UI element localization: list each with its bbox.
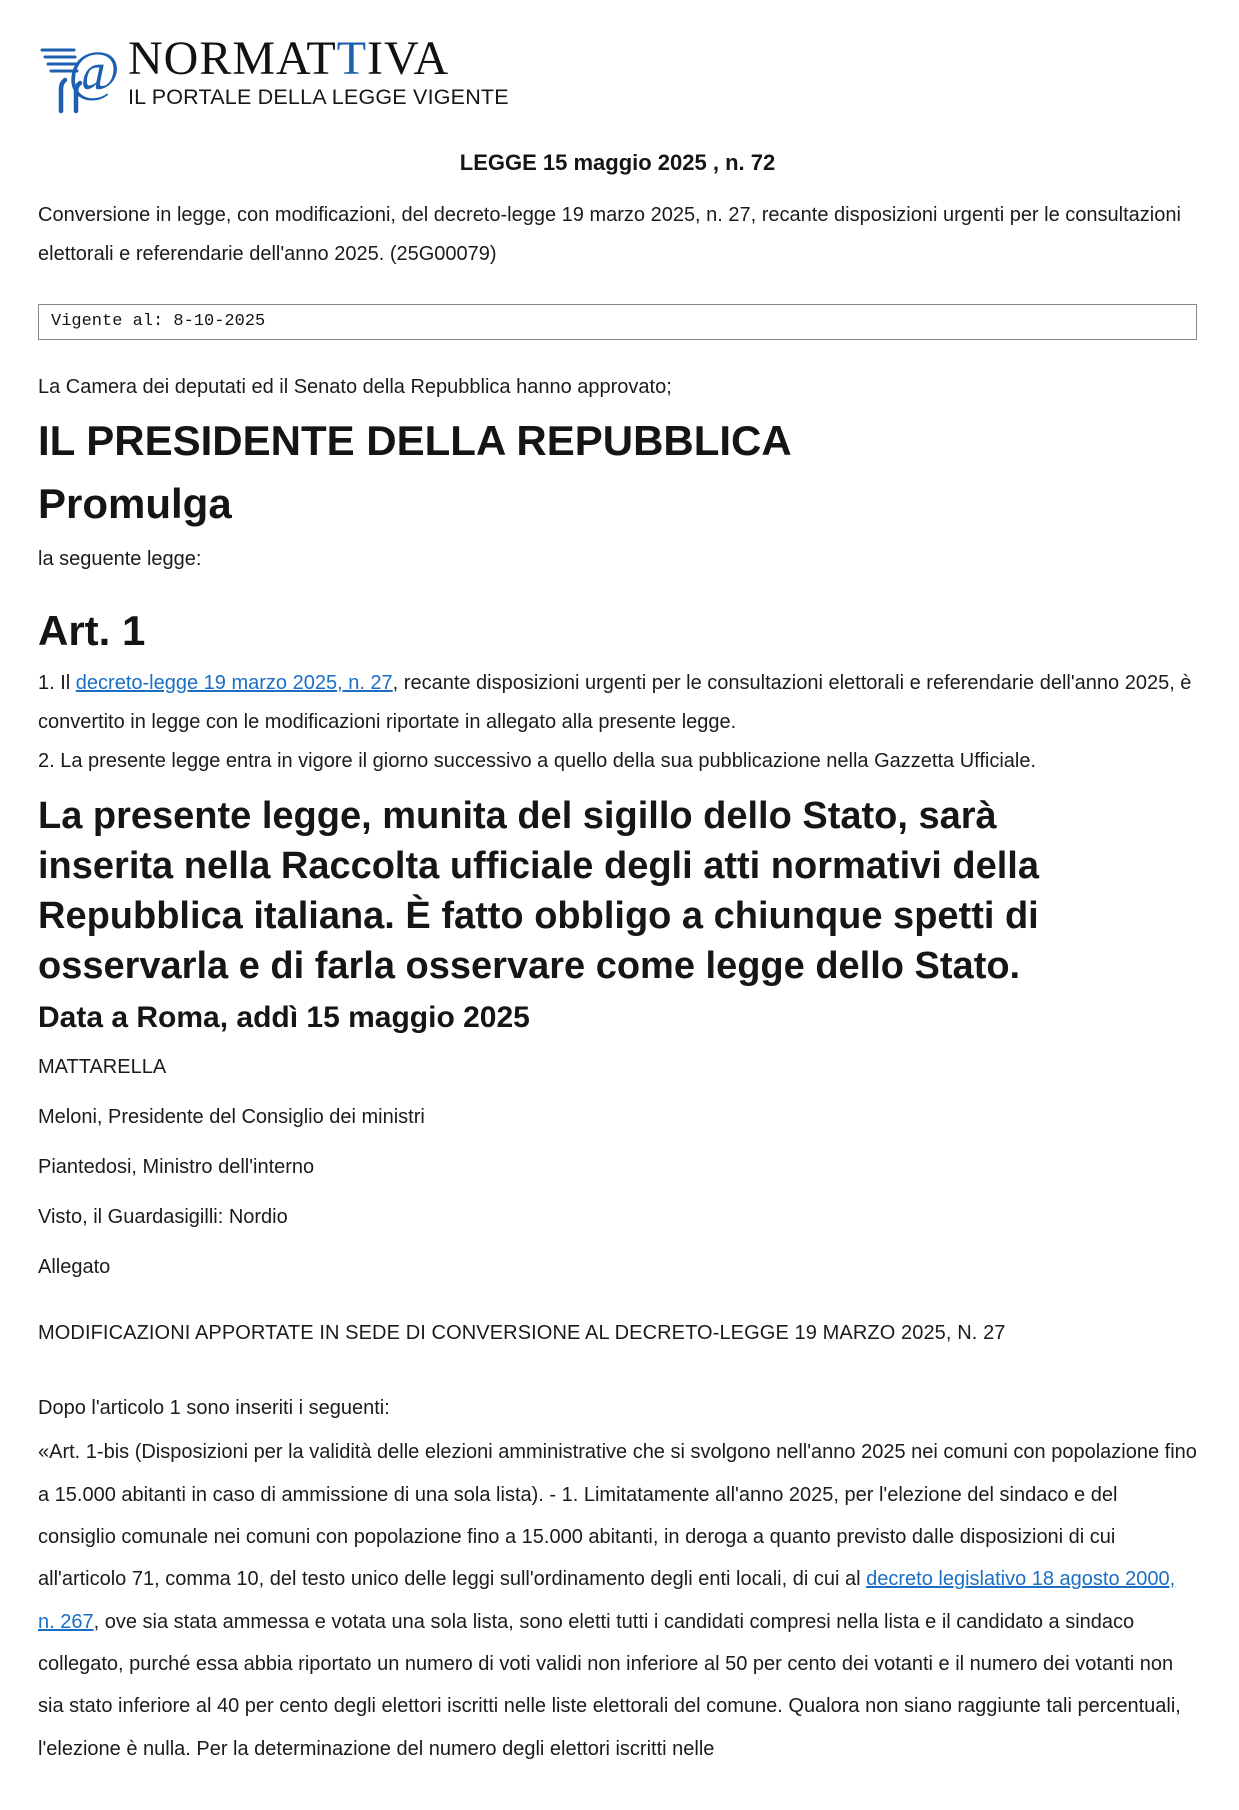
signatory-mattarella: MATTARELLA [38,1056,167,1079]
normattiva-logo-title[interactable] [128,34,509,84]
annex-heading: MODIFICAZIONI APPORTATE IN SEDE DI CONVERSIONE AL DECRETO-LEGGE 19 MARZO 2025, N. 27 [38,1322,1006,1345]
allegato-label: Allegato [38,1256,111,1279]
annex-intro: Dopo l'articolo 1 sono inseriti i seguenti: [38,1397,390,1420]
annex-art-1-bis-paragraph [38,1431,1197,1770]
signatory-meloni: Meloni, Presidente del Consiglio dei ministri [38,1106,425,1129]
article-1-heading: Art. 1 [38,607,146,654]
date-line: Data a Roma, addì 15 maggio 2025 [38,1001,530,1035]
law-description: Conversione in legge, con modificazioni, del decreto-legge 19 marzo 2025, n. 27, recante disposizioni urgenti per le consultazioni elettorali e referendarie dell'anno 2025. (25G00079) [38,204,1181,265]
decreto-legislativo-267-link[interactable]: decreto legislativo 18 agosto 2000, n. 267 [38,1568,1176,1633]
seal-clause: La presente legge, munita del sigillo dello Stato, sarà inserita nella Raccolta ufficiale degli atti normativi della Repubblica italiana. È fatto obbligo a chiunque spetti di osservarla e di farla osservare come legge dello Stato. [38,794,1039,987]
president-heading: IL PRESIDENTE DELLA REPUBBLICA [38,417,792,464]
logo-subtitle: IL PORTALE DELLA LEGGE VIGENTE [128,85,509,110]
promulga-heading: Promulga [38,479,232,527]
logo-title-accent-letter: T [336,32,368,85]
svg-text:@: @ [68,41,120,103]
normattiva-at-icon[interactable] [38,30,120,114]
law-title: LEGGE 15 maggio 2025 , n. 72 [459,150,776,175]
logo-text-block [128,30,509,110]
comma-1-post-text: , recante disposizioni urgenti per le consultazioni elettorali e referendarie dell'anno 2025, è convertito in legge con le modificazioni riportate in allegato alla presente legge. [38,671,1192,733]
annex-post-text: , ove sia stata ammessa e votata una sola lista, sono eletti tutti i candidati compresi nella lista e il candidato a sindaco collegato, purché essa abbia riportato un numero di voti validi non inferiore al 50 per cento dei votanti e il numero dei votanti non sia stato inferiore al 40 per cento degli elettori iscritti nelle liste elettorali del comune. Qualora non siano raggiunte tali percentuali, l'elezione è nulla. Per la determinazione del numero degli elettori iscritti nelle [38,1610,1181,1760]
logo-title-post: IVA [367,32,450,85]
comma-1-pre-text: 1. Il [38,671,76,694]
logo-title-pre: NORMAT [128,32,337,85]
vigente-al-box [38,304,1197,340]
annex-pre-text: «Art. 1-bis (Disposizioni per la validità delle elezioni amministrative che si svolgono nell'anno 2025 nei comuni con popolazione fino a 15.000 abitanti in caso di ammissione di una sola lista). - 1. Limitatamente all'anno 2025, per l'elezione del sindaco e del consiglio comunale nei comuni con popolazione fino a 15.000 abitanti, in deroga a quanto previsto dalle disposizioni di cui all'articolo 71, comma 10, del testo unico delle leggi sull'ordinamento degli enti locali, di cui al [38,1441,1197,1591]
decreto-legge-2025-link[interactable]: decreto-legge 19 marzo 2025, n. 27 [75,671,393,694]
article-1-comma-2: 2. La presente legge entra in vigore il giorno successivo a quello della sua pubblicazione nella Gazzetta Ufficiale. [38,749,1037,772]
signatory-guardasigilli-nordio: Visto, il Guardasigilli: Nordio [38,1206,288,1229]
vigente-al-text: Vigente al: 8-10-2025 [51,312,266,331]
site-header [38,30,1197,114]
article-1-comma-1 [38,664,1197,742]
signatory-piantedosi: Piantedosi, Ministro dell'interno [38,1156,315,1179]
promulga-subline: la seguente legge: [38,548,202,570]
approval-line: La Camera dei deputati ed il Senato della Repubblica hanno approvato; [38,376,672,398]
